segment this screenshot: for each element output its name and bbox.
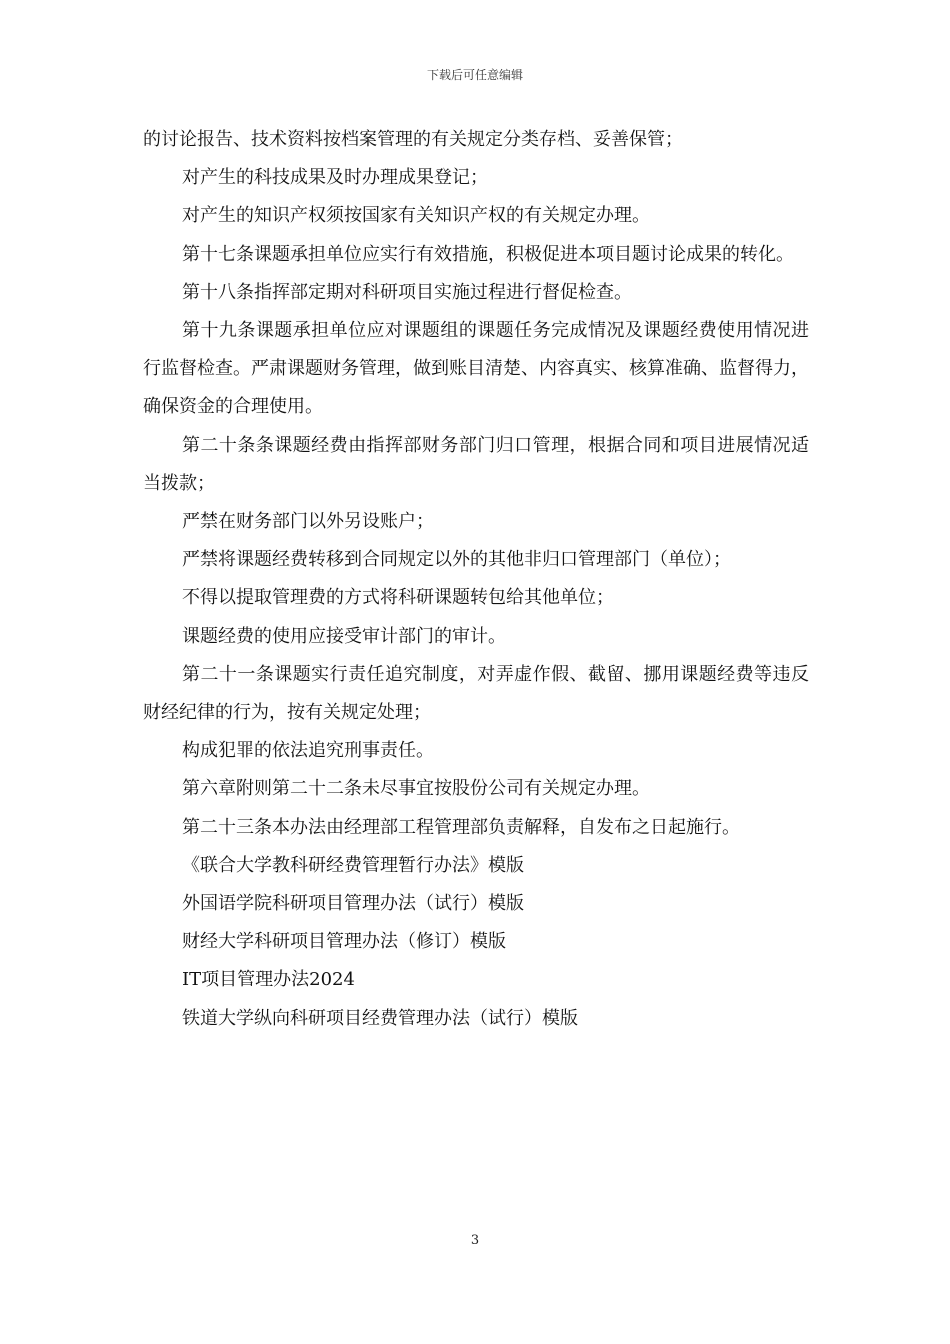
document-body xyxy=(143,121,809,1038)
paragraph-7: 第二十条条课题经费由指挥部财务部门归口管理，根据合同和项目进展情况适当拨款； xyxy=(143,434,809,494)
paragraph-10: 不得以提取管理费的方式将科研课题转包给其他单位； xyxy=(182,587,614,609)
paragraph-14: 第六章附则第二十二条未尽事宜按股份公司有关规定办理。 xyxy=(182,778,650,800)
paragraph-6: 第十九条课题承担单位应对课题组的课题任务完成情况及课题经费使用情况进行监督检查。严肃课题财务管理，做到账目清楚、内容真实、核算准确、监督得力，确保资金的合理使用。 xyxy=(143,320,809,418)
related-doc-1: 《联合大学教科研经费管理暂行办法》模版 xyxy=(182,854,524,876)
paragraph-4: 第十七条课题承担单位应实行有效措施，积极促进本项目题讨论成果的转化。 xyxy=(182,243,794,265)
page-number: 3 xyxy=(470,1233,480,1248)
paragraph-8: 严禁在财务部门以外另设账户； xyxy=(182,511,434,533)
related-doc-2: 外国语学院科研项目管理办法（试行）模版 xyxy=(182,893,524,915)
related-doc-3: 财经大学科研项目管理办法（修订）模版 xyxy=(182,931,506,953)
paragraph-2: 对产生的科技成果及时办理成果登记； xyxy=(182,167,488,189)
paragraph-12: 第二十一条课题实行责任追究制度，对弄虚作假、截留、挪用课题经费等违反财经纪律的行为，按有关规定处理； xyxy=(143,663,809,724)
related-doc-4: IT项目管理办法2024 xyxy=(182,969,355,991)
paragraph-11: 课题经费的使用应接受审计部门的审计。 xyxy=(182,625,506,647)
paragraph-9: 严禁将课题经费转移到合同规定以外的其他非归口管理部门（单位）； xyxy=(182,549,731,571)
paragraph-1: 的讨论报告、技术资料按档案管理的有关规定分类存档、妥善保管； xyxy=(143,129,683,150)
paragraph-5: 第十八条指挥部定期对科研项目实施过程进行督促检查。 xyxy=(182,281,632,303)
paragraph-3: 对产生的知识产权须按国家有关知识产权的有关规定办理。 xyxy=(182,205,650,227)
paragraph-15: 第二十三条本办法由经理部工程管理部负责解释，自发布之日起施行。 xyxy=(182,816,740,838)
page-header: 下载后可任意编辑 xyxy=(426,68,523,82)
paragraph-13: 构成犯罪的依法追究刑事责任。 xyxy=(182,740,434,762)
related-doc-5: 铁道大学纵向科研项目经费管理办法（试行）模版 xyxy=(182,1007,578,1029)
